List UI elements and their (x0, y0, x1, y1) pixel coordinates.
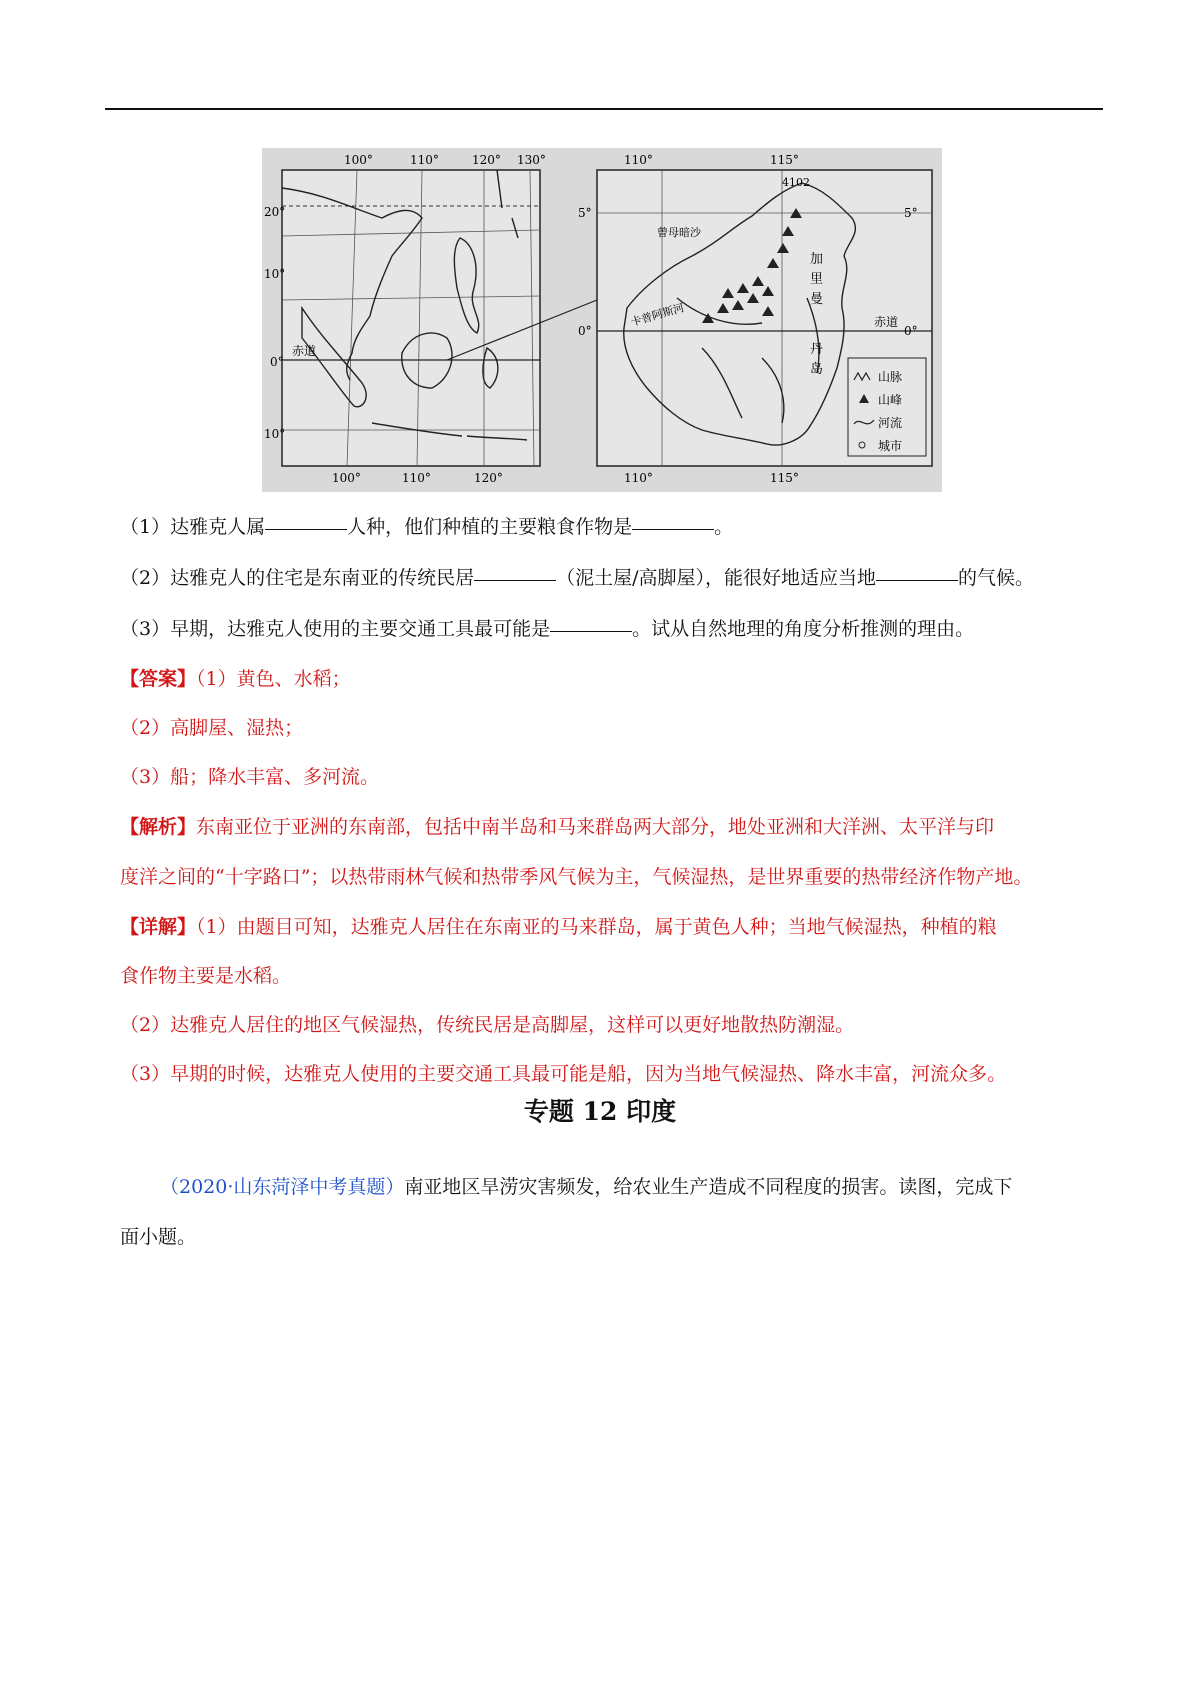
region-char-4: 丹 (810, 342, 824, 357)
detail-text-1: （1）由题目可知，达雅克人居住在东南亚的马来群岛，属于黄色人种；当地气候湿热，种植的粮 (196, 916, 997, 938)
peak-label: 4102 (782, 176, 810, 189)
left-lat-0: 0° (270, 355, 284, 369)
question-1 (120, 512, 1100, 539)
region-char-2: 里 (810, 272, 824, 287)
question-intro-line-1 (160, 1172, 1140, 1199)
q1-text-post: 。 (714, 516, 734, 538)
right-lat-5-right: 5° (904, 206, 918, 220)
left-equator-label: 赤道 (292, 344, 317, 358)
detail-line-4: （3）早期的时候，达雅克人使用的主要交通工具最可能是船，因为当地气候湿热、降水丰富，河流众多。 (120, 1063, 1007, 1085)
q1-blank-1 (265, 528, 347, 530)
legend-river-label: 河流 (878, 416, 903, 430)
detail-line-1 (120, 912, 1100, 939)
right-lat-0-left: 0° (578, 324, 592, 338)
left-bottom-lon-100: 100° (332, 471, 361, 485)
section-title: 专题 12 印度 (523, 1097, 677, 1126)
legend-peak-label: 山峰 (878, 393, 903, 407)
answer-3: （3）船；降水丰富、多河流。 (120, 766, 380, 788)
left-bottom-lon-120: 120° (474, 471, 503, 485)
question-3 (120, 614, 1100, 641)
q2-text-post: 的气候。 (958, 567, 1035, 589)
answer-tag: 【答案】 (120, 668, 197, 690)
right-equator-label: 赤道 (874, 315, 899, 329)
southeast-asia-map-figure (262, 148, 942, 492)
right-lat-0-right: 0° (904, 324, 918, 338)
q3-text-pre: （3）早期，达雅克人使用的主要交通工具最可能是 (120, 618, 551, 640)
region-char-3: 曼 (810, 292, 824, 307)
right-bottom-lon-110: 110° (624, 471, 653, 485)
header-rule (105, 108, 1103, 110)
right-top-lon-115: 115° (770, 153, 799, 167)
detail-line-2: 食作物主要是水稻。 (120, 965, 292, 987)
question-intro-line-2: 面小题。 (120, 1226, 197, 1248)
left-map-frame (282, 170, 540, 466)
shoal-label: 曾母暗沙 (657, 226, 701, 239)
right-lat-5-left: 5° (578, 206, 592, 220)
question-text-1: 南亚地区旱涝灾害频发，给农业生产造成不同程度的损害。读图，完成下 (404, 1176, 1013, 1198)
analysis-line-1 (120, 812, 1100, 839)
right-top-lon-110: 110° (624, 153, 653, 167)
answer-1-text: （1）黄色、水稻； (196, 668, 351, 690)
q1-text-pre: （1）达雅克人属 (120, 516, 266, 538)
q2-text-pre: （2）达雅克人的住宅是东南亚的传统民居 (120, 567, 475, 589)
left-lat-10s: 10° (264, 427, 286, 441)
detail-line-3: （2）达雅克人居住的地区气候湿热，传统民居是高脚屋，这样可以更好地散热防潮湿。 (120, 1014, 855, 1036)
analysis-text-1: 东南亚位于亚洲的东南部，包括中南半岛和马来群岛两大部分，地处亚洲和大洋洲、太平洋与印 (196, 816, 995, 838)
question-source: （2020·山东菏泽中考真题） (160, 1176, 405, 1198)
legend-city-label: 城市 (878, 439, 903, 453)
q3-blank (550, 630, 632, 632)
question-2 (120, 563, 1100, 590)
map-svg (262, 148, 942, 492)
analysis-tag: 【解析】 (120, 816, 197, 838)
left-lat-10: 10° (264, 267, 286, 281)
analysis-line-2: 度洋之间的“十字路口”；以热带雨林气候和热带季风气候为主，气候湿热，是世界重要的热带经济作物产地。 (120, 866, 1033, 888)
left-top-lon-130: 130° (517, 153, 546, 167)
left-lat-20: 20° (264, 205, 286, 219)
answer-1 (120, 664, 1100, 691)
q2-text-mid: （泥土屋/高脚屋），能很好地适应当地 (556, 567, 876, 589)
left-top-lon-110: 110° (410, 153, 439, 167)
legend-mountain-label: 山脉 (878, 370, 903, 384)
left-bottom-lon-110: 110° (402, 471, 431, 485)
right-bottom-lon-115: 115° (770, 471, 799, 485)
region-char-1: 加 (810, 252, 824, 267)
left-top-lon-120: 120° (472, 153, 501, 167)
answer-2: （2）高脚屋、湿热； (120, 717, 304, 739)
q2-blank-2 (876, 579, 958, 581)
q2-blank-1 (474, 579, 556, 581)
q1-text-mid: 人种，他们种植的主要粮食作物是 (347, 516, 633, 538)
river-label: 卡普阿斯河 (629, 301, 686, 329)
detail-tag: 【详解】 (120, 916, 197, 938)
q1-blank-2 (632, 528, 714, 530)
region-char-5: 岛 (810, 362, 824, 377)
left-top-lon-100: 100° (344, 153, 373, 167)
q3-text-post: 。试从自然地理的角度分析推测的理由。 (632, 618, 975, 640)
